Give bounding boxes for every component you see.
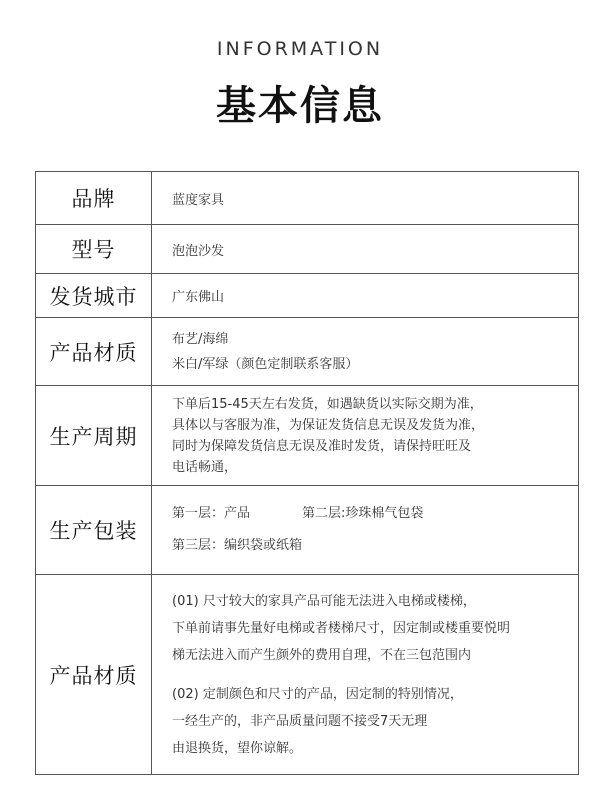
- value-model: 泡泡沙发: [152, 225, 579, 274]
- label-notes: 产品材质: [36, 575, 152, 775]
- period-line: 电话畅通，: [172, 459, 238, 475]
- value-brand: 蓝度家具: [152, 172, 579, 225]
- table-row-brand: [36, 172, 579, 225]
- material-line: 米白/军绿（颜色定制联系客服）: [172, 356, 359, 372]
- label-city: 发货城市: [36, 274, 152, 318]
- note-line: 梯无法进入而产生颜外的费用自理，不在三包范围内: [172, 647, 472, 663]
- note-line: 由退换货，望你谅解。: [172, 740, 303, 756]
- page-title: 基本信息: [216, 83, 384, 129]
- period-line: 下单后15-45天左右发货，如遇缺货以实际交期为准，: [172, 396, 483, 412]
- packaging-layer3: 第三层：编织袋或纸箱: [172, 538, 303, 553]
- label-brand: 品牌: [36, 172, 152, 225]
- period-line: 具体以与客服为准，为保证发货信息无误及发货为准，: [172, 417, 485, 433]
- material-line: 布艺/海绵: [172, 331, 229, 347]
- table-row-model: [36, 225, 579, 274]
- table-row-period: [36, 386, 579, 486]
- value-notes: [152, 575, 579, 775]
- value-period: [152, 386, 579, 486]
- table-row-packaging: [36, 486, 579, 575]
- label-material: 产品材质: [36, 318, 152, 386]
- value-material: [152, 318, 579, 386]
- info-table: [35, 171, 579, 775]
- note-line: 一经生产的，非产品质量问题不接受7天无理: [172, 713, 428, 729]
- label-packaging: 生产包装: [36, 486, 152, 575]
- note-line: 下单前请事先量好电梯或者楼梯尺寸，因定制或楼重要悦明: [172, 620, 511, 636]
- period-line: 同时为保障发货信息无误及准时发货，请保持旺旺及: [172, 438, 472, 454]
- label-period: 生产周期: [36, 386, 152, 486]
- packaging-line: [172, 498, 578, 530]
- packaging-layer2: 第二层:珍珠棉气包袋: [302, 506, 424, 521]
- note-line: (02) 定制颜色和尺寸的产品，因定制的特别情况，: [172, 686, 463, 702]
- value-city: 广东佛山: [152, 274, 579, 318]
- packaging-layer1: 第一层：产品: [172, 506, 251, 521]
- value-packaging: [152, 486, 579, 575]
- table-row-notes: [36, 575, 579, 775]
- table-row-material: [36, 318, 579, 386]
- note-line: (01) 尺寸较大的家具产品可能无法进入电梯或楼梯，: [172, 593, 476, 609]
- section-eyebrow: INFORMATION: [216, 38, 384, 60]
- label-model: 型号: [36, 225, 152, 274]
- packaging-line: [172, 530, 578, 562]
- table-row-city: [36, 274, 579, 318]
